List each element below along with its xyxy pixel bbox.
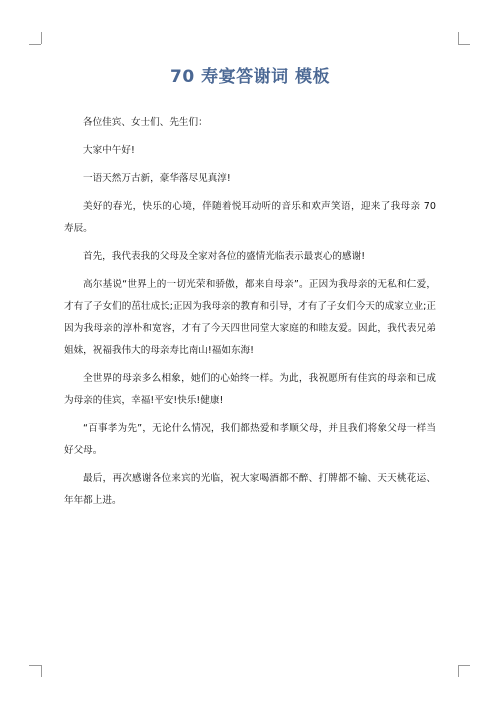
paragraph-greeting: 大家中午好! [83, 145, 135, 156]
paragraph-wishes: 全世界的母亲多么相象，她们的心始终一样。为此，我祝愿所有佳宾的母亲和已成为母亲的佳宾，幸福!平安!快乐!健康! [64, 373, 436, 406]
paragraph-birthday: 美好的春光，快乐的心境，伴随着悦耳动听的音乐和欢声笑语，迎来了我母亲 70 寿辰。 [64, 201, 436, 234]
paragraph-opening-line: 一语天然万古新，豪华落尽见真淳! [83, 173, 231, 184]
document-title: 70 寿宴答谢词 模板 [170, 67, 330, 87]
document-body [64, 112, 436, 518]
paragraph-closing: 最后，再次感谢各位来宾的光临，祝大家喝酒都不醉、打牌都不输、天天桃花运、年年都上进。 [64, 473, 436, 506]
paragraph-filial-piety: “百事孝为先”，无论什么情况，我们都热爱和孝顺父母，并且我们将象父母一样当好父母。 [64, 423, 436, 456]
paragraph-salutation: 各位佳宾、女士们、先生们： [83, 117, 208, 128]
paragraph-thanks: 首先，我代表我的父母及全家对各位的盛情光临表示最衷心的感谢! [83, 251, 366, 262]
paragraph-mother-tribute: 高尔基说“世界上的一切光荣和骄傲，都来自母亲”。正因为我母亲的无私和仁爱，才有了子女们的茁壮成长;正因为我母亲的教育和引导，才有了子女们今天的成家立业;正因为我母亲的淳朴和宽容，才有了今天四世同堂大家庭的和睦友爱。因此，我代表兄弟姐妹，祝福我伟大的母亲寿比南山!福如东海! [64, 279, 436, 356]
